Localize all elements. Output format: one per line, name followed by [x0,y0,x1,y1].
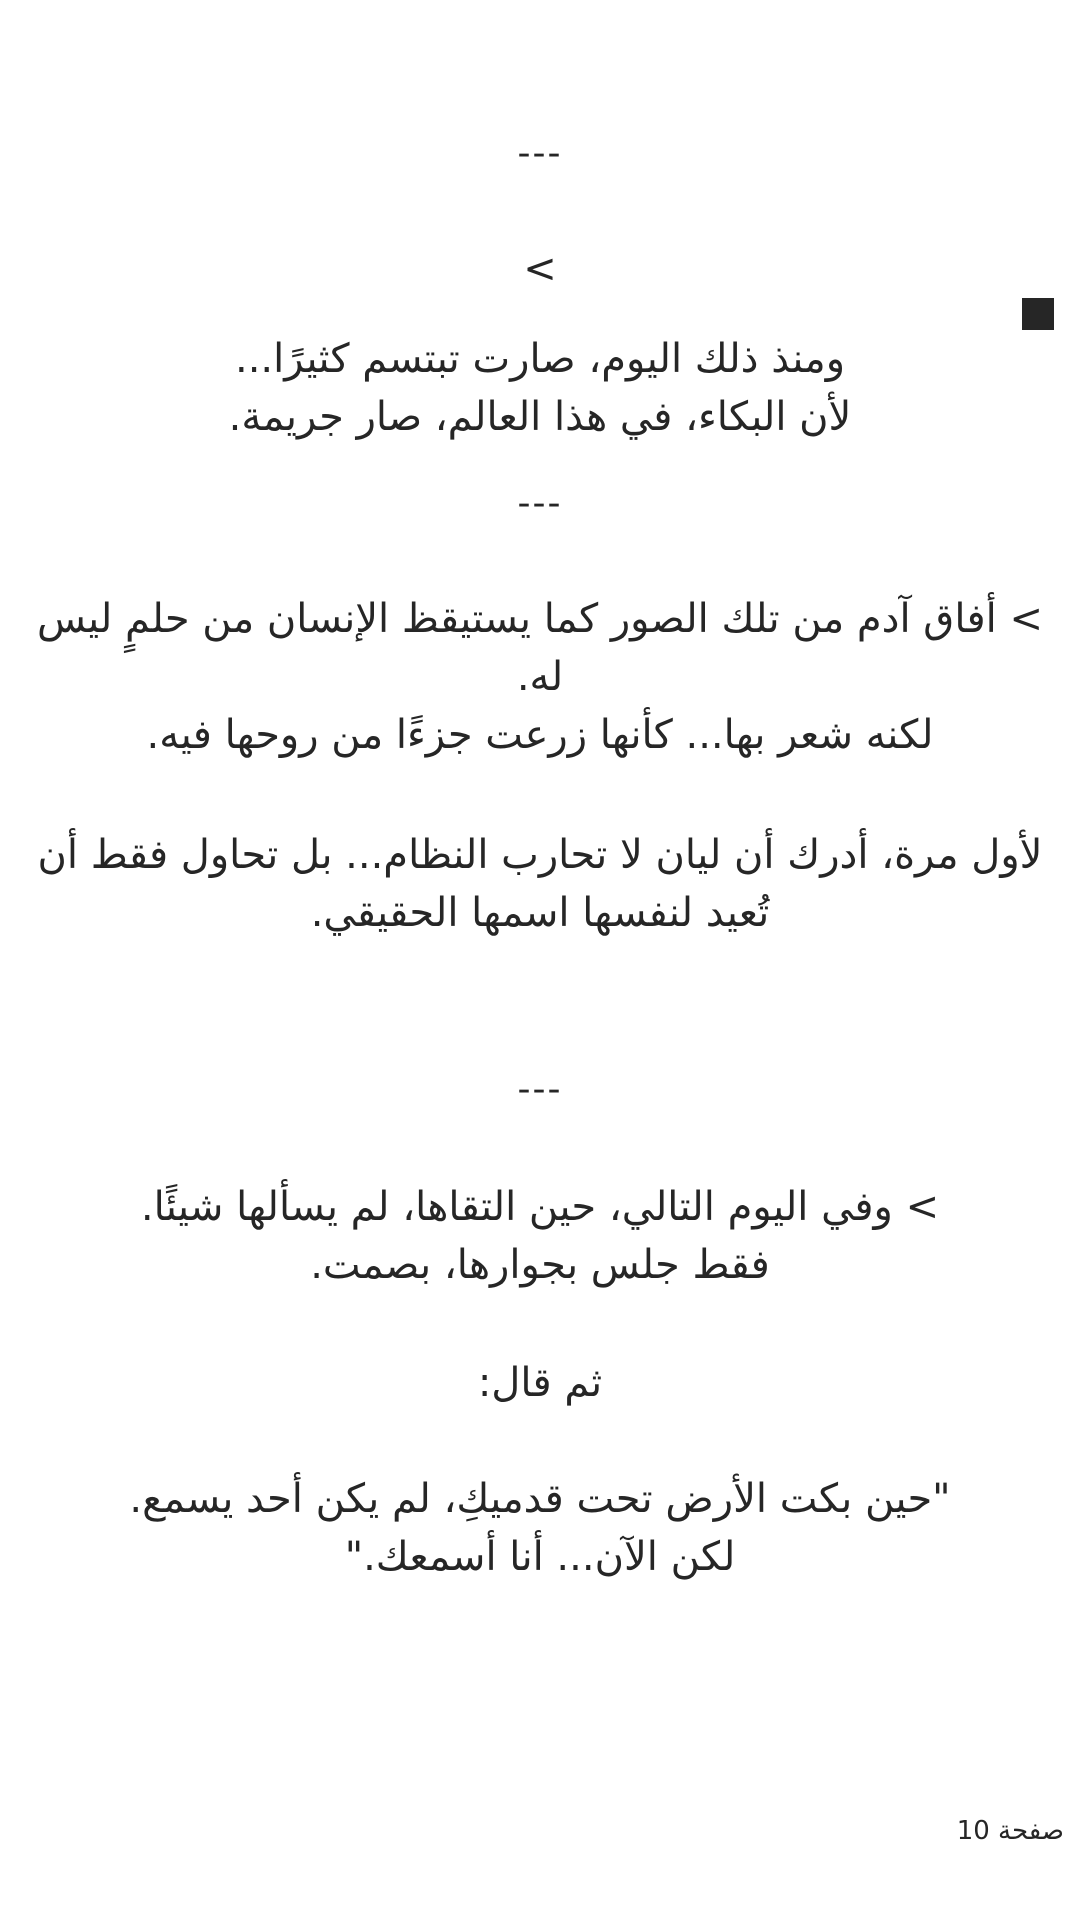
paragraph-line: > وفي اليوم التالي، حين التقاها، لم يسألها شيئًا. [140,1184,940,1230]
paragraph-block-4 [20,1178,1060,1294]
paragraph-line: لكن الآن... أنا أسمعك." [344,1534,736,1580]
paragraph-line: لأن البكاء، في هذا العالم، صار جريمة. [228,394,852,440]
paragraph-line: له. [516,654,564,700]
quote-marker: > [523,246,557,292]
paragraph-block-6 [20,1470,1060,1586]
paragraph-block-5 [20,1354,1060,1412]
page-number: صفحة 10 [956,1816,1064,1846]
paragraph-line: تُعيد لنفسها اسمها الحقيقي. [310,890,770,936]
paragraph-block-1 [20,240,1060,446]
paragraph-line: لأول مرة، أدرك أن ليان لا تحارب النظام... بل تحاول فقط أن [37,832,1043,878]
paragraph-line: "حين بكت الأرض تحت قدميكِ، لم يكن أحد يسمع. [129,1476,951,1522]
section-separator: --- [517,483,563,524]
section-separator: --- [517,133,563,174]
section-separator: --- [517,1069,563,1110]
paragraph-block-2 [20,590,1060,764]
black-square-icon [1022,298,1054,330]
paragraph-line: لكنه شعر بها... كأنها زرعت جزءًا من روحها فيه. [146,712,934,758]
paragraph-line [20,240,1060,388]
paragraph-line: فقط جلس بجوارها، بصمت. [310,1242,770,1288]
paragraph-line: ثم قال: [477,1360,603,1406]
paragraph-text: ومنذ ذلك اليوم، صارت تبتسم كثيرًا... [234,336,846,382]
paragraph-block-3 [20,826,1060,942]
paragraph-line: > أفاق آدم من تلك الصور كما يستيقظ الإنسان من حلمٍ ليس [37,596,1043,642]
